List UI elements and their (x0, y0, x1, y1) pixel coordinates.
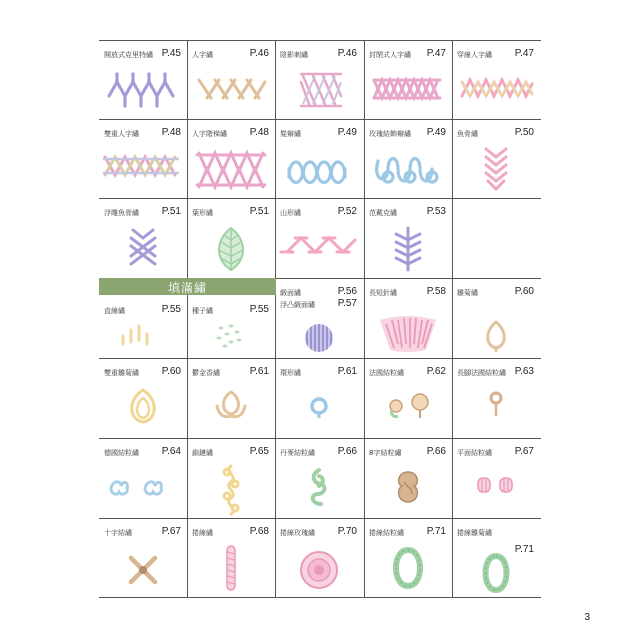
page-ref: P.49 (337, 127, 357, 138)
page-ref: P.53 (426, 206, 446, 217)
stitch-entry (99, 438, 187, 517)
stitch-name: 丹麥結粒繡 (280, 449, 315, 457)
page-ref: P.63 (514, 366, 534, 377)
herringbone-ladder-icon (187, 147, 275, 193)
french-knot-icon (364, 386, 452, 432)
page-ref: P.49 (426, 127, 446, 138)
stitch-name: 雙重人字繡 (104, 130, 139, 138)
stitch-entry (187, 198, 275, 277)
lazy-daisy-icon (452, 318, 540, 354)
page-ref: P.50 (514, 127, 534, 138)
page-ref: P.61 (249, 366, 269, 377)
stitch-entry (275, 438, 363, 517)
straight-stitch-icon (99, 316, 187, 354)
page-ref: P.52 (337, 206, 357, 217)
tulip-stitch-icon (187, 386, 275, 432)
bullion-stitch-icon (187, 540, 275, 596)
stitch-name: 雛菊繡 (457, 289, 478, 297)
herringbone-stitch-icon (187, 68, 275, 114)
page-ref: P.66 (426, 446, 446, 457)
stitch-name: 開放式克里特繡 (104, 51, 153, 59)
stitch-name: 平面結粒繡 (457, 449, 492, 457)
open-cretan-stitch-icon (99, 68, 187, 114)
page-ref: P.65 (249, 446, 269, 457)
stitch-name: 捲線雛菊繡 (457, 529, 492, 537)
page-ref: P.64 (161, 446, 181, 457)
chevron-stitch-icon (275, 226, 363, 272)
stitch-entry (364, 518, 452, 597)
stitch-entry (364, 278, 452, 357)
stitch-name: 穿線人字繡 (457, 51, 492, 59)
stitch-entry (99, 518, 187, 597)
stitch-name: 人字階梯繡 (192, 130, 227, 138)
page-ref: P.68 (249, 526, 269, 537)
page-ref: P.55 (249, 304, 269, 315)
page-ref: P.60 (514, 286, 534, 297)
stitch-entry (99, 198, 187, 277)
page-ref: P.47 (514, 48, 534, 59)
stitch-entry (364, 358, 452, 437)
stitch-entry (452, 278, 540, 357)
stitch-entry (99, 119, 187, 198)
bullion-rose-icon (275, 542, 363, 596)
stitch-entry (99, 40, 187, 119)
page-ref: P.60 (161, 366, 181, 377)
stitch-name: 德國結粒繡 (104, 449, 139, 457)
stitch-name: 封閉式人字繡 (369, 51, 411, 59)
stitch-entry (452, 40, 540, 119)
page-ref: P.45 (161, 48, 181, 59)
page-ref: P.58 (426, 286, 446, 297)
stitch-entry (364, 438, 452, 517)
stitch-name: 人字繡 (192, 51, 213, 59)
double-lazy-daisy-icon (99, 386, 187, 432)
stitch-entry (275, 119, 363, 198)
stitch-name: 鬱金香繡 (192, 369, 220, 377)
stitch-name: 范戴克繡 (369, 209, 397, 217)
double-herringbone-icon (99, 147, 187, 193)
stitch-entry (187, 40, 275, 119)
vandyke-stitch-icon (364, 226, 452, 272)
section-header-band (99, 278, 276, 295)
stitch-name: 山形繡 (280, 209, 301, 217)
bullion-daisy-icon (452, 552, 540, 596)
stitch-name: 葉形繡 (192, 209, 213, 217)
stitch-index-grid (99, 40, 541, 598)
stitch-name: 捲線繡 (192, 529, 213, 537)
stitch-name: 鎖鏈繡 (192, 449, 213, 457)
stitch-name: 捲線結粒繡 (369, 529, 404, 537)
empty-cell (452, 198, 540, 277)
german-knot-icon (99, 466, 187, 512)
page-ref: P.71 (426, 526, 446, 537)
stitch-entry (275, 198, 363, 277)
stitch-entry (452, 518, 540, 597)
stitch-entry (452, 438, 540, 517)
stitch-entry (364, 119, 452, 198)
stitch-entry (275, 40, 363, 119)
stitch-entry (452, 358, 540, 437)
stitch-name: 魚骨繡 (457, 130, 478, 138)
page-number: 3 (584, 612, 590, 623)
stitch-entry (275, 278, 363, 357)
page-ref: P.67 (514, 446, 534, 457)
stitch-entry (275, 518, 363, 597)
fishbone-stitch-icon (452, 147, 540, 193)
long-short-stitch-icon (364, 314, 452, 354)
cross-knot-icon (99, 544, 187, 596)
stitch-entry (275, 358, 363, 437)
threaded-herringbone-icon (452, 68, 540, 114)
stitch-name: 8字結粒繡 (369, 449, 402, 457)
stitch-name: 浮凸緞面繡 (280, 301, 315, 309)
page-ref: P.46 (337, 48, 357, 59)
satin-stitch-icon (275, 316, 363, 354)
rose-knot-braid-icon (364, 147, 452, 193)
stitch-name: 直線繡 (104, 307, 125, 315)
stitch-name: 長短針繡 (369, 289, 397, 297)
stitch-entry (187, 358, 275, 437)
stitch-name: 長腳法國結粒繡 (457, 369, 506, 377)
long-french-knot-icon (452, 386, 540, 432)
page-ref: P.56 (337, 286, 357, 297)
page-ref: P.71 (514, 544, 534, 555)
coral-knot-icon (187, 462, 275, 516)
stitch-name: 法國結粒繡 (369, 369, 404, 377)
page-ref: P.51 (249, 206, 269, 217)
page-ref: P.48 (161, 127, 181, 138)
stitch-entry (187, 119, 275, 198)
stitch-name: 種子繡 (192, 307, 213, 315)
stitch-name: 玫瑰結飾辮繡 (369, 130, 411, 138)
closed-herringbone-icon (364, 68, 452, 114)
stitch-entry (187, 518, 275, 597)
page-ref: P.57 (337, 298, 357, 309)
stitch-name: 髮辮繡 (280, 130, 301, 138)
raised-fishbone-icon (99, 226, 187, 272)
stitch-name: 陰影刺繡 (280, 51, 308, 59)
stitch-entry (452, 119, 540, 198)
flat-knot-icon (452, 466, 540, 512)
stitch-entry (364, 198, 452, 277)
braid-stitch-icon (275, 147, 363, 193)
leaf-stitch-icon (187, 226, 275, 272)
page-ref: P.46 (249, 48, 269, 59)
page-ref: P.66 (337, 446, 357, 457)
page-ref: P.47 (426, 48, 446, 59)
stitch-name: 浮雕魚骨繡 (104, 209, 139, 217)
stitch-entry (364, 40, 452, 119)
bullion-knot-icon (364, 542, 452, 596)
figure-eight-knot-icon (364, 462, 452, 516)
stitch-entry (99, 358, 187, 437)
grid-line (99, 597, 541, 598)
page-ref: P.55 (161, 304, 181, 315)
page-ref: P.62 (426, 366, 446, 377)
section-title: 填滿繡 (167, 281, 207, 295)
page-ref: P.48 (249, 127, 269, 138)
stitch-name: 雙重雛菊繡 (104, 369, 139, 377)
page-ref: P.67 (161, 526, 181, 537)
page-ref: P.51 (161, 206, 181, 217)
seed-stitch-icon (187, 316, 275, 354)
shadow-work-icon (275, 68, 363, 114)
ring-stitch-icon (275, 386, 363, 432)
page-ref: P.61 (337, 366, 357, 377)
stitch-entry (187, 438, 275, 517)
stitch-name: 十字結繡 (104, 529, 132, 537)
stitch-name: 捲線玫瑰繡 (280, 529, 315, 537)
page-ref: P.70 (337, 526, 357, 537)
stitch-name: 環形繡 (280, 369, 301, 377)
stitch-name: 緞面繡 (280, 289, 301, 297)
danish-knot-icon (275, 464, 363, 516)
